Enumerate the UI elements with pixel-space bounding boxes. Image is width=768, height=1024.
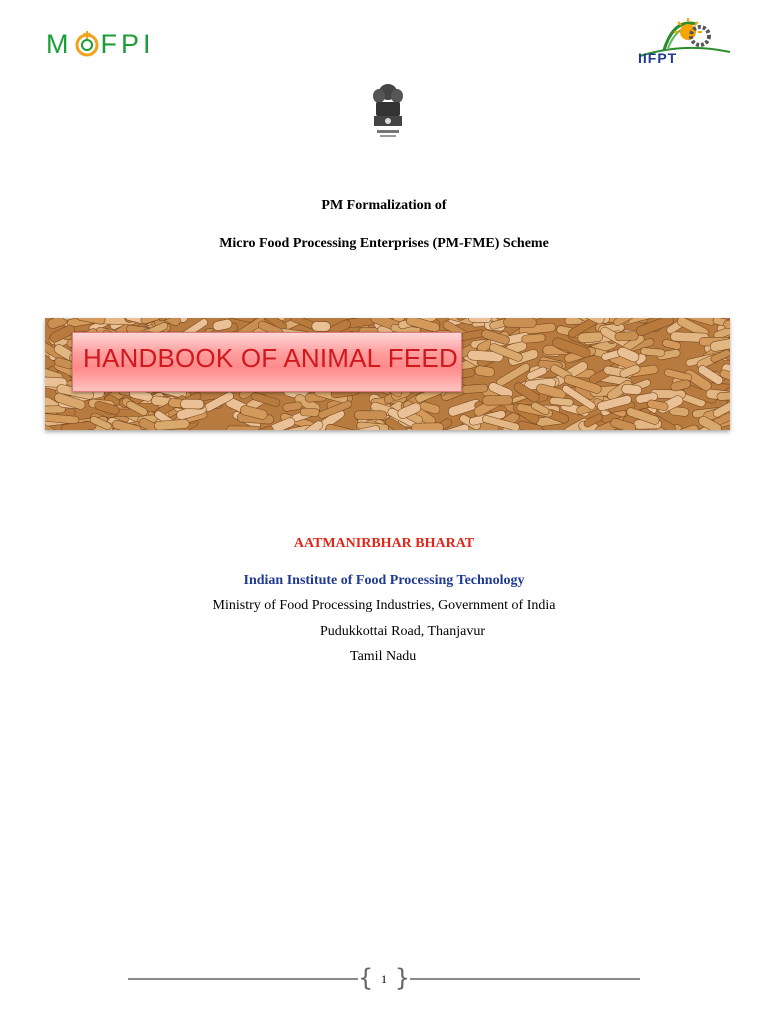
institute-state: Tamil Nadu <box>350 649 417 664</box>
page-number: 1 <box>381 972 387 986</box>
institute-address: Pudukkottai Road, Thanjavur <box>320 624 485 639</box>
scheme-title-line1: PM Formalization of <box>321 198 447 213</box>
mofpi-letter-m: M <box>46 29 73 59</box>
ministry-name: Ministry of Food Processing Industries, Government of India <box>212 598 556 613</box>
handbook-banner <box>45 318 730 430</box>
page-number-box <box>358 966 410 992</box>
banner-title-box <box>72 332 462 392</box>
state-emblem-icon <box>369 82 407 140</box>
scheme-title-line2: Micro Food Processing Enterprises (PM-FME) Scheme <box>219 236 549 251</box>
mofpi-wheat-icon <box>75 29 99 59</box>
left-brace-icon: { <box>358 964 374 992</box>
mofpi-logo <box>46 24 158 64</box>
footer-rule-left <box>128 978 358 980</box>
iifpt-logo-text: IIFPT <box>638 50 678 66</box>
state-emblem <box>369 82 407 140</box>
right-brace-icon: } <box>394 964 410 992</box>
institute-name: Indian Institute of Food Processing Technology <box>243 573 525 588</box>
footer-rule-right <box>410 978 640 980</box>
campaign-title: AATMANIRBHAR BHARAT <box>293 536 475 551</box>
iifpt-logo <box>634 12 734 70</box>
banner-title: HANDBOOK OF ANIMAL FEED <box>83 343 458 373</box>
mofpi-letters-fpi: FPI <box>100 29 155 59</box>
